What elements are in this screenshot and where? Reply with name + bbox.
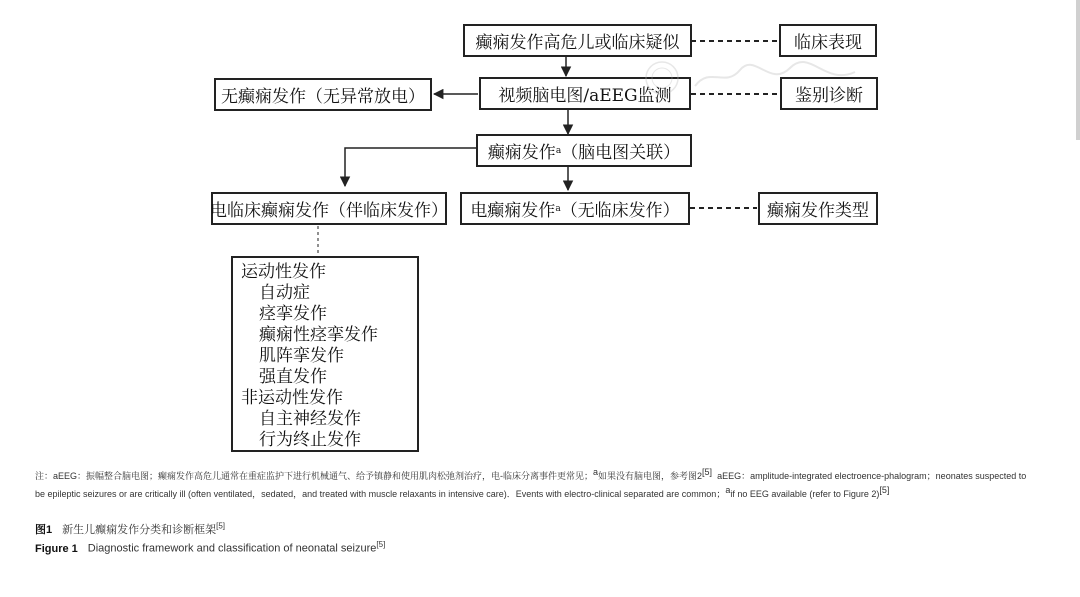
caption-en-label: Figure 1: [35, 542, 78, 555]
seizure-type-item: 肌阵挛发作: [259, 346, 344, 366]
seizure-box-sup: a: [555, 145, 562, 156]
footnote-1c: aEEG：amplitude-integrated electroence-phalogram；neonates suspected to: [712, 471, 1027, 481]
seizure-box-suffix: （脑电图关联）: [561, 143, 681, 163]
electroclinical-seizure-box: 电临床癫痫发作（伴临床发作）: [211, 192, 447, 225]
footnote-2b: if no EEG available (refer to Figure 2): [730, 489, 880, 499]
footnote-1-sup: a: [593, 467, 599, 477]
seizure-type-item: 自主神经发作: [259, 409, 361, 429]
high-risk-box: 癫痫发作高危儿或临床疑似: [463, 24, 692, 57]
watermark-logo: [640, 58, 870, 98]
eeg-monitoring-box: 视频脑电图/aEEG监测: [479, 77, 691, 110]
arrow-seizure-to-electroclinical: [345, 148, 476, 186]
seizure-type-item: 行为终止发作: [259, 430, 361, 450]
caption-english: [35, 540, 385, 555]
electro-seizure-box: [460, 192, 690, 225]
electro-box-sup: a: [555, 203, 561, 214]
seizure-type-box: 癫痫发作类型: [758, 192, 878, 225]
seizure-type-item: 运动性发作: [241, 262, 326, 282]
electro-box-prefix: 电癫痫发作: [470, 201, 556, 221]
caption-cn-label: 图1: [35, 524, 53, 536]
clinical-manifestation-box: 临床表现: [779, 24, 877, 57]
footnote-2-ref: [5]: [879, 485, 890, 495]
seizure-box: [476, 134, 692, 167]
page-edge-bar: [1076, 0, 1080, 140]
footnote-1b: 如果没有脑电图，参考图2: [598, 471, 703, 481]
seizure-type-item: 非运动性发作: [241, 388, 343, 408]
footnote-1a: 注：aEEG：振幅整合脑电图；癫痫发作高危儿通常在重症监护下进行机械通气、给予镇静和使用肌肉松弛剂治疗，电-临床分离事件更常见；: [35, 471, 594, 481]
footnote-2a: be epileptic seizures or are critically ill (often ventilated，sedated，and treated with muscle relaxants in intensive care)．Events with electro-clinical separated are common；: [35, 489, 726, 499]
footnote-1-ref: [5]: [702, 467, 713, 477]
footnote-line-2: [35, 485, 889, 500]
seizure-box-prefix: 癫痫发作: [487, 143, 556, 163]
seizure-type-item: 癫痫性痉挛发作: [259, 325, 378, 345]
electro-box-suffix: （无临床发作）: [560, 201, 680, 221]
seizure-type-item: 强直发作: [259, 367, 327, 387]
differential-diagnosis-box: 鉴别诊断: [780, 77, 878, 110]
caption-en-text: Diagnostic framework and classification of neonatal seizure: [87, 542, 377, 555]
seizure-type-item: 自动症: [259, 283, 310, 303]
caption-chinese: [35, 521, 225, 537]
footnote-line-1: [35, 467, 1026, 482]
caption-en-ref: [5]: [376, 540, 386, 549]
caption-cn-ref: [5]: [216, 521, 226, 531]
caption-cn-text: 新生儿癫痫发作分类和诊断框架: [62, 524, 217, 536]
footnote-2-sup: a: [725, 485, 731, 495]
seizure-type-list: [231, 256, 419, 452]
seizure-type-item: 痉挛发作: [259, 304, 327, 324]
no-seizure-box: 无癫痫发作（无异常放电）: [214, 78, 432, 111]
